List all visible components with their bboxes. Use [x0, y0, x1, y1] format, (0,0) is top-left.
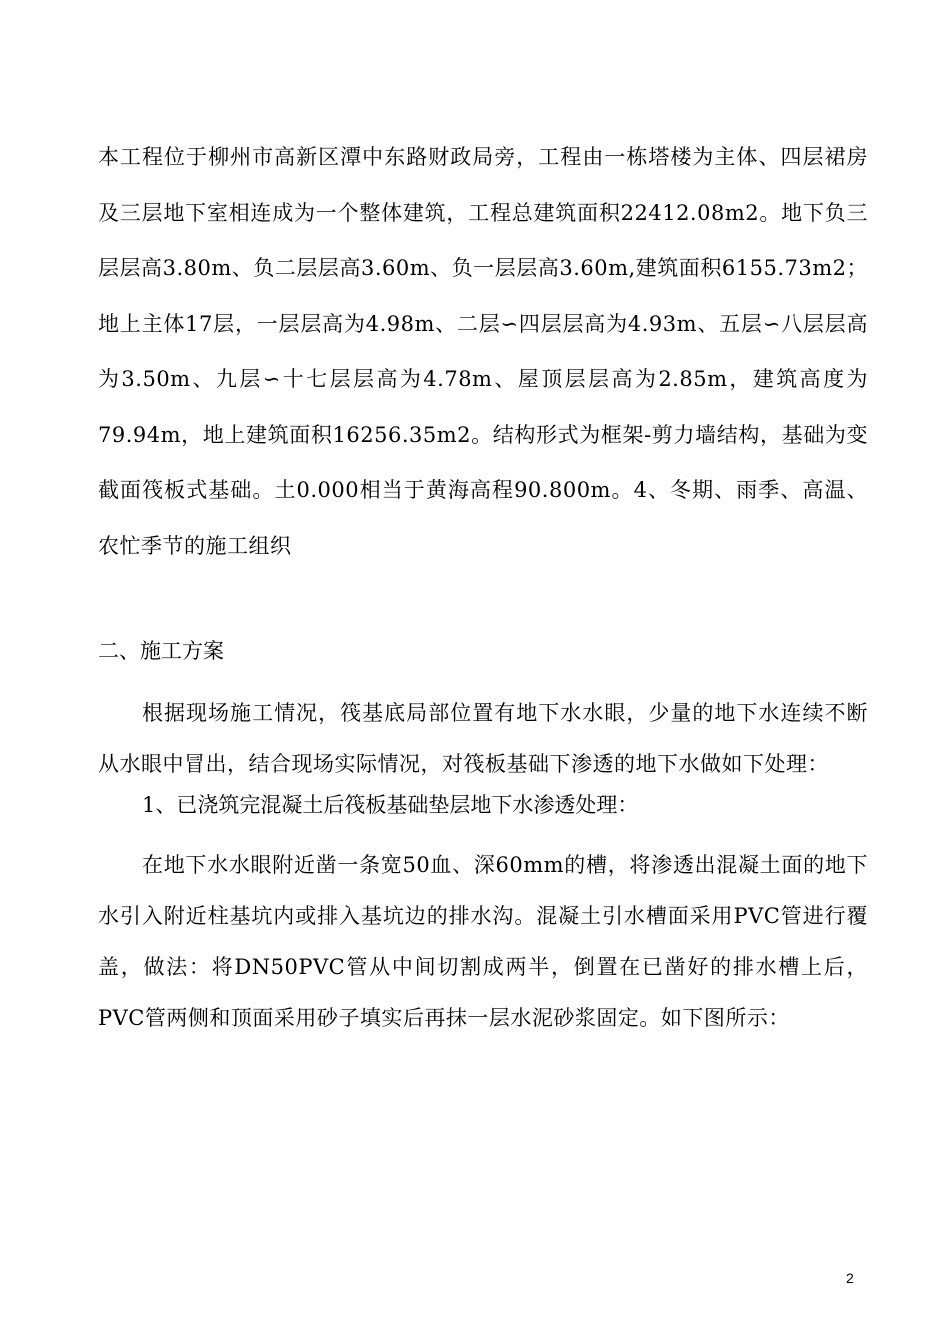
section-heading: 二、施工方案: [98, 639, 224, 663]
intro-paragraph: 本工程位于柳州市高新区潭中东路财政局旁，工程由一栋塔楼为主体、四层裙房及三层地下室相连成为一个整体建筑，工程总建筑面积22412.08m2。地下负三层层高3.80m、负二层层高3.60m、负一层层高3.60m,建筑面积6155.73m2；地上主体17层，一层层高为4.98m、二层∽四层层高为4.93m、五层∽八层层高为3.50m、九层∽十七层层高为4.78m、屋顶层层高为2.85m，建筑高度为79.94m，地上建筑面积16256.35m2。结构形式为框架-剪力墙结构，基础为变截面筏板式基础。土0.000相当于黄海高程90.800m。4、冬期、雨季、高温、农忙季节的施工组织: [98, 145, 868, 558]
situation-paragraph: 根据现场施工情况，筏基底局部位置有地下水水眼，少量的地下水连续不断从水眼中冒出，结合现场实际情况，对筏板基础下渗透的地下水做如下处理：: [98, 701, 868, 776]
item-heading: 1、已浇筑完混凝土后筏板基础垫层地下水渗透处理：: [142, 793, 639, 817]
method-paragraph: 在地下水水眼附近凿一条宽50血、深60mm的槽，将渗透出混凝土面的地下水引入附近柱基坑内或排入基坑边的排水沟。混凝土引水槽面采用PVC管进行覆盖，做法：将DN50PVC管从中间切割成两半，倒置在已凿好的排水槽上后，PVC管两侧和顶面采用砂子填实后再抹一层水泥砂浆固定。如下图所示：: [98, 853, 868, 1030]
page-number: 2: [846, 1270, 854, 1286]
